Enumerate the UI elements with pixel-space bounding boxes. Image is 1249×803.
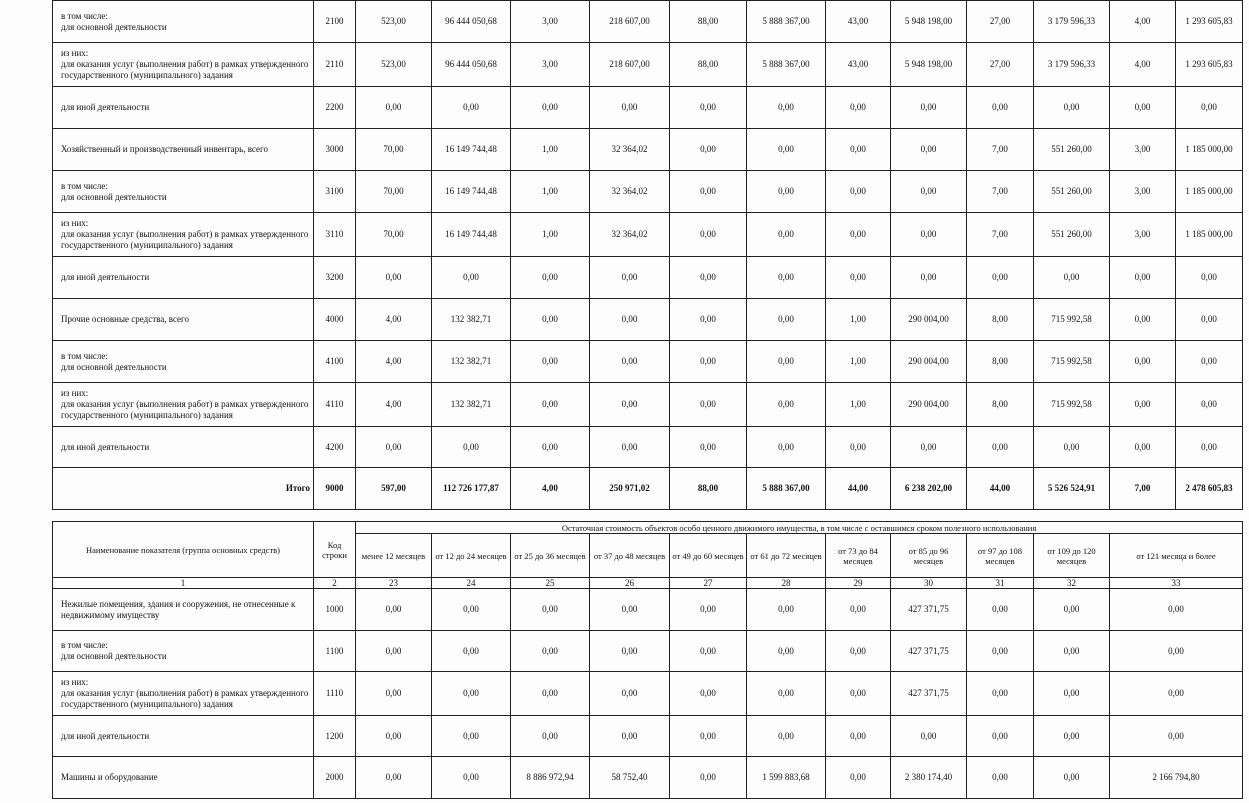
row-value: 0,00 bbox=[1110, 383, 1176, 427]
row-value: 0,00 bbox=[511, 427, 590, 468]
header-column-number: 25 bbox=[511, 578, 590, 589]
row-value: 0,00 bbox=[356, 427, 432, 468]
header-period: менее 12 месяцев bbox=[356, 534, 432, 578]
row-code: 3100 bbox=[314, 171, 356, 213]
row-value: 0,00 bbox=[826, 631, 891, 672]
row-value: 0,00 bbox=[590, 716, 670, 757]
row-name: из них: для оказания услуг (выполнения работ) в рамках утвержденного государственного (муниципального) задания bbox=[53, 43, 314, 87]
row-value: 0,00 bbox=[356, 716, 432, 757]
total-value: 6 238 202,00 bbox=[891, 468, 967, 510]
row-name: для иной деятельности bbox=[53, 257, 314, 299]
row-value: 0,00 bbox=[967, 427, 1034, 468]
row-name: для иной деятельности bbox=[53, 427, 314, 468]
total-value: 7,00 bbox=[1110, 468, 1176, 510]
total-value: 88,00 bbox=[670, 468, 747, 510]
table2-body bbox=[53, 589, 1243, 799]
header-column-number: 28 bbox=[747, 578, 826, 589]
row-value: 0,00 bbox=[511, 87, 590, 129]
row-value: 0,00 bbox=[670, 213, 747, 257]
row-value: 4,00 bbox=[356, 299, 432, 341]
row-value: 0,00 bbox=[1176, 427, 1243, 468]
row-value: 0,00 bbox=[670, 299, 747, 341]
table-row bbox=[53, 1, 1243, 43]
header-column-number: 2 bbox=[314, 578, 356, 589]
row-value: 551 260,00 bbox=[1034, 129, 1110, 171]
row-value: 0,00 bbox=[826, 427, 891, 468]
row-value: 43,00 bbox=[826, 1, 891, 43]
row-value: 0,00 bbox=[356, 631, 432, 672]
table-row bbox=[53, 757, 1243, 799]
row-code: 4100 bbox=[314, 341, 356, 383]
row-value: 5 888 367,00 bbox=[747, 1, 826, 43]
row-value: 218 607,00 bbox=[590, 43, 670, 87]
row-value: 0,00 bbox=[432, 716, 511, 757]
table1-body bbox=[53, 1, 1243, 510]
row-value: 0,00 bbox=[1176, 257, 1243, 299]
row-value: 0,00 bbox=[967, 631, 1034, 672]
table-row bbox=[53, 427, 1243, 468]
row-value: 7,00 bbox=[967, 129, 1034, 171]
row-name: в том числе: для основной деятельности bbox=[53, 171, 314, 213]
row-value: 1 185 000,00 bbox=[1176, 213, 1243, 257]
row-value: 3,00 bbox=[1110, 213, 1176, 257]
row-value: 0,00 bbox=[432, 757, 511, 799]
row-value: 0,00 bbox=[1034, 672, 1110, 716]
residual-value-table bbox=[52, 521, 1243, 799]
row-name: для иной деятельности bbox=[53, 87, 314, 129]
row-value: 0,00 bbox=[826, 672, 891, 716]
row-value: 96 444 050,68 bbox=[432, 1, 511, 43]
row-value: 0,00 bbox=[670, 672, 747, 716]
row-value: 0,00 bbox=[826, 129, 891, 171]
header-period: от 73 до 84 месяцев bbox=[826, 534, 891, 578]
header-period: от 61 до 72 месяцев bbox=[747, 534, 826, 578]
row-value: 8,00 bbox=[967, 299, 1034, 341]
row-value: 0,00 bbox=[590, 87, 670, 129]
table-row bbox=[53, 341, 1243, 383]
total-value: 4,00 bbox=[511, 468, 590, 510]
table-row bbox=[53, 257, 1243, 299]
row-value: 0,00 bbox=[670, 589, 747, 631]
row-value: 0,00 bbox=[826, 213, 891, 257]
row-value: 0,00 bbox=[590, 257, 670, 299]
row-value: 0,00 bbox=[356, 589, 432, 631]
row-value: 0,00 bbox=[1110, 716, 1243, 757]
total-value: 112 726 177,87 bbox=[432, 468, 511, 510]
row-value: 0,00 bbox=[1176, 87, 1243, 129]
row-value: 523,00 bbox=[356, 43, 432, 87]
row-value: 0,00 bbox=[1110, 257, 1176, 299]
row-name: из них: для оказания услуг (выполнения работ) в рамках утвержденного государственного (муниципального) задания bbox=[53, 383, 314, 427]
row-value: 0,00 bbox=[1110, 589, 1243, 631]
row-value: 16 149 744,48 bbox=[432, 213, 511, 257]
row-value: 4,00 bbox=[1110, 1, 1176, 43]
row-value: 70,00 bbox=[356, 171, 432, 213]
row-value: 0,00 bbox=[1034, 757, 1110, 799]
row-value: 3,00 bbox=[511, 43, 590, 87]
row-name: Прочие основные средства, всего bbox=[53, 299, 314, 341]
row-value: 0,00 bbox=[1176, 383, 1243, 427]
row-value: 0,00 bbox=[1110, 427, 1176, 468]
header-column-number: 24 bbox=[432, 578, 511, 589]
row-name: Машины и оборудование bbox=[53, 757, 314, 799]
total-row bbox=[53, 468, 1243, 510]
row-value: 70,00 bbox=[356, 213, 432, 257]
row-value: 0,00 bbox=[511, 631, 590, 672]
row-value: 0,00 bbox=[826, 589, 891, 631]
row-value: 4,00 bbox=[1110, 43, 1176, 87]
row-value: 0,00 bbox=[356, 257, 432, 299]
row-value: 0,00 bbox=[747, 299, 826, 341]
row-name: из них: для оказания услуг (выполнения работ) в рамках утвержденного государственного (муниципального) задания bbox=[53, 672, 314, 716]
row-value: 3 179 596,33 bbox=[1034, 43, 1110, 87]
row-value: 0,00 bbox=[1110, 631, 1243, 672]
row-value: 0,00 bbox=[511, 672, 590, 716]
table-row bbox=[53, 129, 1243, 171]
row-code: 1000 bbox=[314, 589, 356, 631]
header-column-number: 32 bbox=[1034, 578, 1110, 589]
header-code-column: Код строки bbox=[314, 522, 356, 578]
row-value: 0,00 bbox=[747, 631, 826, 672]
header-group-title: Остаточная стоимость объектов особо ценного движимого имущества, в том числе с оставшимся сроком полезного использования bbox=[356, 522, 1243, 534]
header-column-number: 23 bbox=[356, 578, 432, 589]
row-value: 0,00 bbox=[826, 257, 891, 299]
row-value: 5 948 198,00 bbox=[891, 43, 967, 87]
row-value: 0,00 bbox=[511, 716, 590, 757]
row-value: 16 149 744,48 bbox=[432, 171, 511, 213]
row-value: 3 179 596,33 bbox=[1034, 1, 1110, 43]
row-value: 290 004,00 bbox=[891, 383, 967, 427]
row-value: 0,00 bbox=[670, 341, 747, 383]
header-period: от 25 до 36 месяцев bbox=[511, 534, 590, 578]
row-value: 1,00 bbox=[826, 383, 891, 427]
row-value: 0,00 bbox=[590, 589, 670, 631]
row-value: 1 185 000,00 bbox=[1176, 171, 1243, 213]
header-period: от 37 до 48 месяцев bbox=[590, 534, 670, 578]
row-value: 0,00 bbox=[967, 757, 1034, 799]
row-value: 4,00 bbox=[356, 341, 432, 383]
table-row bbox=[53, 589, 1243, 631]
header-column-number: 33 bbox=[1110, 578, 1243, 589]
row-name: в том числе: для основной деятельности bbox=[53, 1, 314, 43]
row-value: 523,00 bbox=[356, 1, 432, 43]
row-value: 427 371,75 bbox=[891, 672, 967, 716]
row-value: 2 380 174,40 bbox=[891, 757, 967, 799]
row-value: 0,00 bbox=[747, 427, 826, 468]
row-value: 132 382,71 bbox=[432, 341, 511, 383]
row-value: 0,00 bbox=[670, 427, 747, 468]
total-value: 44,00 bbox=[967, 468, 1034, 510]
row-value: 32 364,02 bbox=[590, 213, 670, 257]
total-value: 5 888 367,00 bbox=[747, 468, 826, 510]
table-row bbox=[53, 171, 1243, 213]
total-value: 44,00 bbox=[826, 468, 891, 510]
row-value: 0,00 bbox=[891, 716, 967, 757]
row-code: 2110 bbox=[314, 43, 356, 87]
row-value: 0,00 bbox=[670, 757, 747, 799]
row-code: 1100 bbox=[314, 631, 356, 672]
table2-header bbox=[53, 522, 1243, 589]
total-code: 9000 bbox=[314, 468, 356, 510]
row-value: 0,00 bbox=[670, 129, 747, 171]
row-code: 3000 bbox=[314, 129, 356, 171]
row-value: 427 371,75 bbox=[891, 589, 967, 631]
row-value: 8 886 972,94 bbox=[511, 757, 590, 799]
row-value: 290 004,00 bbox=[891, 299, 967, 341]
row-value: 32 364,02 bbox=[590, 171, 670, 213]
row-value: 0,00 bbox=[1110, 299, 1176, 341]
row-value: 5 888 367,00 bbox=[747, 43, 826, 87]
row-value: 96 444 050,68 bbox=[432, 43, 511, 87]
row-value: 8,00 bbox=[967, 341, 1034, 383]
row-value: 1,00 bbox=[511, 213, 590, 257]
row-value: 0,00 bbox=[747, 589, 826, 631]
row-value: 0,00 bbox=[432, 631, 511, 672]
row-value: 0,00 bbox=[967, 87, 1034, 129]
row-value: 4,00 bbox=[356, 383, 432, 427]
row-value: 715 992,58 bbox=[1034, 383, 1110, 427]
row-value: 0,00 bbox=[590, 383, 670, 427]
row-code: 2100 bbox=[314, 1, 356, 43]
row-value: 0,00 bbox=[590, 299, 670, 341]
row-value: 0,00 bbox=[891, 171, 967, 213]
row-name: в том числе: для основной деятельности bbox=[53, 631, 314, 672]
row-value: 0,00 bbox=[670, 631, 747, 672]
row-value: 715 992,58 bbox=[1034, 299, 1110, 341]
row-value: 7,00 bbox=[967, 171, 1034, 213]
header-period: от 85 до 96 месяцев bbox=[891, 534, 967, 578]
header-name-column: Наименование показателя (группа основных средств) bbox=[53, 522, 314, 578]
row-code: 4110 bbox=[314, 383, 356, 427]
row-value: 2 166 794,80 bbox=[1110, 757, 1243, 799]
row-value: 0,00 bbox=[1110, 87, 1176, 129]
header-column-number: 27 bbox=[670, 578, 747, 589]
header-period: от 121 месяца и более bbox=[1110, 534, 1243, 578]
header-column-number: 30 bbox=[891, 578, 967, 589]
row-value: 0,00 bbox=[1176, 299, 1243, 341]
row-value: 1 293 605,83 bbox=[1176, 1, 1243, 43]
row-value: 27,00 bbox=[967, 1, 1034, 43]
total-value: 5 526 524,91 bbox=[1034, 468, 1110, 510]
row-value: 0,00 bbox=[1034, 716, 1110, 757]
row-value: 715 992,58 bbox=[1034, 341, 1110, 383]
row-value: 0,00 bbox=[747, 171, 826, 213]
row-value: 0,00 bbox=[590, 672, 670, 716]
row-value: 1 293 605,83 bbox=[1176, 43, 1243, 87]
row-value: 0,00 bbox=[967, 672, 1034, 716]
row-value: 0,00 bbox=[432, 672, 511, 716]
row-value: 0,00 bbox=[511, 299, 590, 341]
row-value: 3,00 bbox=[1110, 171, 1176, 213]
row-value: 70,00 bbox=[356, 129, 432, 171]
row-value: 0,00 bbox=[1176, 341, 1243, 383]
row-value: 0,00 bbox=[967, 257, 1034, 299]
row-value: 0,00 bbox=[432, 427, 511, 468]
row-code: 2000 bbox=[314, 757, 356, 799]
row-value: 0,00 bbox=[747, 257, 826, 299]
row-value: 132 382,71 bbox=[432, 299, 511, 341]
row-code: 4000 bbox=[314, 299, 356, 341]
row-value: 0,00 bbox=[1034, 589, 1110, 631]
total-label: Итого bbox=[53, 468, 314, 510]
row-code: 2200 bbox=[314, 87, 356, 129]
row-value: 0,00 bbox=[1110, 672, 1243, 716]
row-value: 0,00 bbox=[432, 87, 511, 129]
header-column-number: 26 bbox=[590, 578, 670, 589]
row-value: 43,00 bbox=[826, 43, 891, 87]
row-value: 0,00 bbox=[356, 757, 432, 799]
row-value: 0,00 bbox=[826, 757, 891, 799]
row-value: 0,00 bbox=[356, 672, 432, 716]
row-value: 1,00 bbox=[826, 299, 891, 341]
row-value: 3,00 bbox=[511, 1, 590, 43]
row-code: 1200 bbox=[314, 716, 356, 757]
row-name: в том числе: для основной деятельности bbox=[53, 341, 314, 383]
balance-table-quantities bbox=[52, 0, 1243, 510]
table-row bbox=[53, 43, 1243, 87]
row-name: Хозяйственный и производственный инвентарь, всего bbox=[53, 129, 314, 171]
row-value: 0,00 bbox=[967, 589, 1034, 631]
row-value: 0,00 bbox=[891, 427, 967, 468]
row-code: 3200 bbox=[314, 257, 356, 299]
row-value: 0,00 bbox=[967, 716, 1034, 757]
row-value: 0,00 bbox=[826, 716, 891, 757]
row-value: 32 364,02 bbox=[590, 129, 670, 171]
row-value: 88,00 bbox=[670, 1, 747, 43]
row-value: 27,00 bbox=[967, 43, 1034, 87]
row-code: 4200 bbox=[314, 427, 356, 468]
row-value: 0,00 bbox=[891, 87, 967, 129]
row-value: 0,00 bbox=[356, 87, 432, 129]
row-value: 0,00 bbox=[747, 716, 826, 757]
row-value: 551 260,00 bbox=[1034, 213, 1110, 257]
table-row bbox=[53, 672, 1243, 716]
row-value: 218 607,00 bbox=[590, 1, 670, 43]
header-column-number: 29 bbox=[826, 578, 891, 589]
row-value: 1 599 883,68 bbox=[747, 757, 826, 799]
header-period: от 12 до 24 месяцев bbox=[432, 534, 511, 578]
row-value: 132 382,71 bbox=[432, 383, 511, 427]
row-value: 1,00 bbox=[511, 171, 590, 213]
row-value: 0,00 bbox=[511, 383, 590, 427]
row-value: 0,00 bbox=[590, 427, 670, 468]
total-value: 597,00 bbox=[356, 468, 432, 510]
row-value: 0,00 bbox=[1034, 257, 1110, 299]
table-row bbox=[53, 213, 1243, 257]
row-value: 0,00 bbox=[1034, 427, 1110, 468]
row-value: 0,00 bbox=[891, 257, 967, 299]
row-name: Нежилые помещения, здания и сооружения, не отнесенные к недвижимому имуществу bbox=[53, 589, 314, 631]
table-row bbox=[53, 716, 1243, 757]
row-value: 0,00 bbox=[891, 213, 967, 257]
header-period: от 97 до 108 месяцев bbox=[967, 534, 1034, 578]
row-value: 16 149 744,48 bbox=[432, 129, 511, 171]
row-value: 0,00 bbox=[747, 672, 826, 716]
row-value: 58 752,40 bbox=[590, 757, 670, 799]
header-period: от 109 до 120 месяцев bbox=[1034, 534, 1110, 578]
table-row bbox=[53, 299, 1243, 341]
row-value: 0,00 bbox=[670, 383, 747, 427]
row-code: 3110 bbox=[314, 213, 356, 257]
row-code: 1110 bbox=[314, 672, 356, 716]
row-value: 0,00 bbox=[826, 171, 891, 213]
row-value: 3,00 bbox=[1110, 129, 1176, 171]
row-value: 0,00 bbox=[511, 257, 590, 299]
header-column-number: 31 bbox=[967, 578, 1034, 589]
total-value: 250 971,02 bbox=[590, 468, 670, 510]
row-value: 0,00 bbox=[432, 589, 511, 631]
row-value: 0,00 bbox=[747, 213, 826, 257]
row-value: 0,00 bbox=[511, 341, 590, 383]
row-value: 0,00 bbox=[747, 87, 826, 129]
row-value: 0,00 bbox=[747, 383, 826, 427]
header-column-number: 1 bbox=[53, 578, 314, 589]
row-value: 1 185 000,00 bbox=[1176, 129, 1243, 171]
total-value: 2 478 605,83 bbox=[1176, 468, 1243, 510]
table-row bbox=[53, 383, 1243, 427]
row-name: для иной деятельности bbox=[53, 716, 314, 757]
row-value: 0,00 bbox=[1034, 631, 1110, 672]
row-value: 0,00 bbox=[670, 87, 747, 129]
row-name: из них: для оказания услуг (выполнения работ) в рамках утвержденного государственного (муниципального) задания bbox=[53, 213, 314, 257]
row-value: 0,00 bbox=[1034, 87, 1110, 129]
row-value: 0,00 bbox=[1110, 341, 1176, 383]
row-value: 551 260,00 bbox=[1034, 171, 1110, 213]
row-value: 0,00 bbox=[747, 341, 826, 383]
row-value: 290 004,00 bbox=[891, 341, 967, 383]
row-value: 0,00 bbox=[590, 341, 670, 383]
row-value: 1,00 bbox=[511, 129, 590, 171]
row-value: 5 948 198,00 bbox=[891, 1, 967, 43]
row-value: 0,00 bbox=[511, 589, 590, 631]
row-value: 427 371,75 bbox=[891, 631, 967, 672]
row-value: 0,00 bbox=[670, 257, 747, 299]
row-value: 0,00 bbox=[747, 129, 826, 171]
header-period: от 49 до 60 месяцев bbox=[670, 534, 747, 578]
row-value: 8,00 bbox=[967, 383, 1034, 427]
header-column-numbers bbox=[53, 578, 1243, 589]
row-value: 0,00 bbox=[826, 87, 891, 129]
row-value: 0,00 bbox=[670, 171, 747, 213]
row-value: 0,00 bbox=[590, 631, 670, 672]
table-row bbox=[53, 87, 1243, 129]
row-value: 88,00 bbox=[670, 43, 747, 87]
row-value: 0,00 bbox=[432, 257, 511, 299]
row-value: 0,00 bbox=[891, 129, 967, 171]
row-value: 0,00 bbox=[670, 716, 747, 757]
row-value: 1,00 bbox=[826, 341, 891, 383]
row-value: 7,00 bbox=[967, 213, 1034, 257]
table-row bbox=[53, 631, 1243, 672]
